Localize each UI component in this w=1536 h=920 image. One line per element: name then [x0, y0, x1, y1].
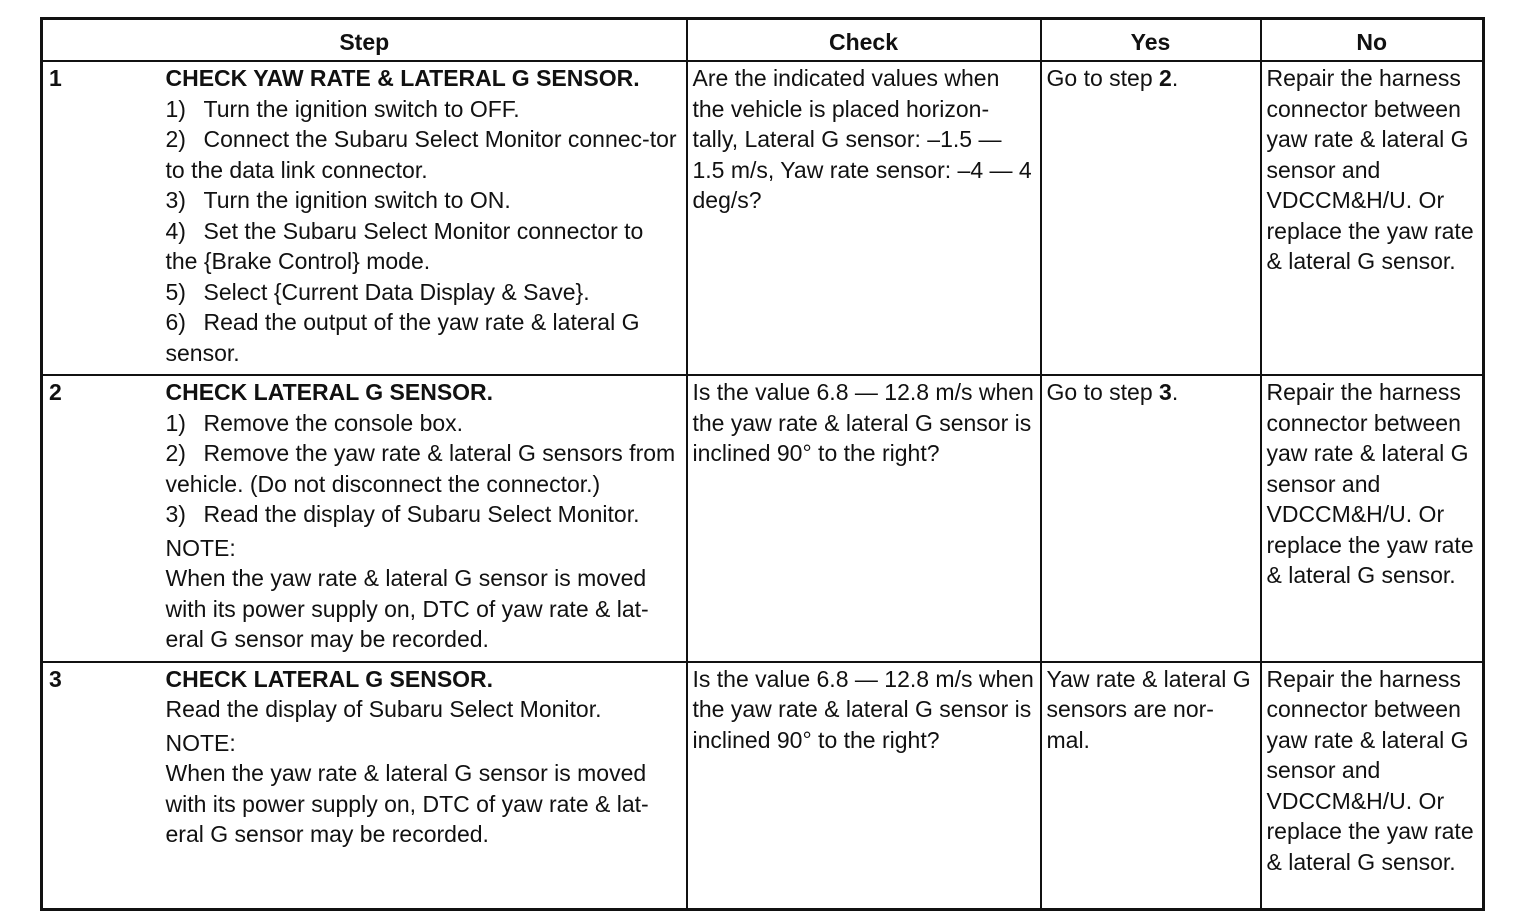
step-body: Read the display of Subaru Select Monitor. [165, 696, 602, 722]
substep-text: Remove the yaw rate & lateral G sensors from vehicle. (Do not disconnect the connector.) [165, 440, 676, 497]
substep [166, 94, 681, 125]
no-cell: Repair the harness connector between yaw rate & lateral G sensor and VDCCM&H/U. Or replace the yaw rate & lateral G sensor. [1261, 662, 1484, 910]
substep-number: 6) [165, 309, 186, 335]
substep-text: Turn the ignition switch to ON. [203, 187, 511, 213]
step-number: 3 [42, 662, 166, 910]
yes-prefix: Go to step [1046, 65, 1160, 91]
note-label: NOTE: [165, 534, 236, 561]
substep-number: 1) [165, 409, 186, 436]
substep [166, 408, 681, 439]
step-cell [166, 375, 687, 662]
substep [166, 499, 681, 530]
substep [166, 185, 681, 216]
table-row [42, 61, 1484, 375]
yes-cell [1041, 61, 1261, 375]
table-header-row [42, 19, 1484, 62]
step-cell [166, 662, 687, 910]
yes-cell: Yaw rate & lateral G sensors are nor-mal. [1041, 662, 1261, 910]
no-cell: Repair the harness connector between yaw rate & lateral G sensor and VDCCM&H/U. Or replace the yaw rate & lateral G sensor. [1261, 61, 1484, 375]
table-row [42, 375, 1484, 662]
substep [166, 277, 681, 308]
substep-number: 3) [165, 187, 186, 213]
substep-text: Read the display of Subaru Select Monitor. [203, 501, 640, 527]
substep [166, 216, 681, 277]
substep [166, 307, 681, 368]
yes-step-number: 3 [1159, 379, 1172, 405]
check-cell: Is the value 6.8 — 12.8 m/s when the yaw rate & lateral G sensor is inclined 90° to the right? [687, 375, 1041, 662]
step-title: CHECK LATERAL G SENSOR. [165, 665, 494, 692]
substep-text: Connect the Subaru Select Monitor connec-tor to the data link connector. [165, 126, 677, 183]
note-label: NOTE: [165, 729, 236, 756]
substep-text: Remove the console box. [203, 409, 464, 436]
substep-text: Select {Current Data Display & Save}. [203, 278, 590, 305]
substep-number: 2) [165, 126, 186, 152]
yes-suffix: . [1171, 65, 1179, 91]
substep-number: 5) [165, 278, 186, 305]
no-cell: Repair the harness connector between yaw rate & lateral G sensor and VDCCM&H/U. Or replace the yaw rate & lateral G sensor. [1261, 375, 1484, 662]
substep-number: 3) [165, 501, 186, 527]
step-cell [166, 61, 687, 375]
header-yes: Yes [1041, 19, 1261, 62]
check-cell: Is the value 6.8 — 12.8 m/s when the yaw rate & lateral G sensor is inclined 90° to the right? [687, 662, 1041, 910]
header-step: Step [42, 19, 687, 62]
substep [166, 438, 681, 499]
header-check: Check [687, 19, 1041, 62]
substep [166, 124, 681, 185]
substep-text: Read the output of the yaw rate & lateral G sensor. [165, 309, 640, 366]
header-no: No [1261, 19, 1484, 62]
yes-cell [1041, 375, 1261, 662]
note-text: When the yaw rate & lateral G sensor is moved with its power supply on, DTC of yaw rate & lat-eral G sensor may be recorded. [165, 565, 649, 652]
substep-number: 4) [165, 217, 186, 244]
diagnostic-procedure-table [40, 17, 1485, 911]
check-cell: Are the indicated values when the vehicle is placed horizon-tally, Lateral G sensor: –1.5 — 1.5 m/s, Yaw rate sensor: –4 — 4 deg/s? [687, 61, 1041, 375]
yes-suffix: . [1171, 379, 1179, 405]
substep-number: 2) [165, 440, 186, 466]
substep-text: Set the Subaru Select Monitor connector to the {Brake Control} mode. [165, 217, 644, 274]
substep-number: 1) [165, 95, 186, 122]
yes-step-number: 2 [1159, 65, 1172, 91]
step-title: CHECK LATERAL G SENSOR. [165, 379, 494, 405]
note-text: When the yaw rate & lateral G sensor is moved with its power supply on, DTC of yaw rate & lat-eral G sensor may be recorded. [165, 760, 649, 847]
step-number: 2 [42, 375, 166, 662]
substep-text: Turn the ignition switch to OFF. [203, 95, 520, 122]
step-title: CHECK YAW RATE & LATERAL G SENSOR. [165, 65, 640, 91]
step-number: 1 [42, 61, 166, 375]
table-row [42, 662, 1484, 910]
yes-prefix: Go to step [1046, 379, 1160, 405]
